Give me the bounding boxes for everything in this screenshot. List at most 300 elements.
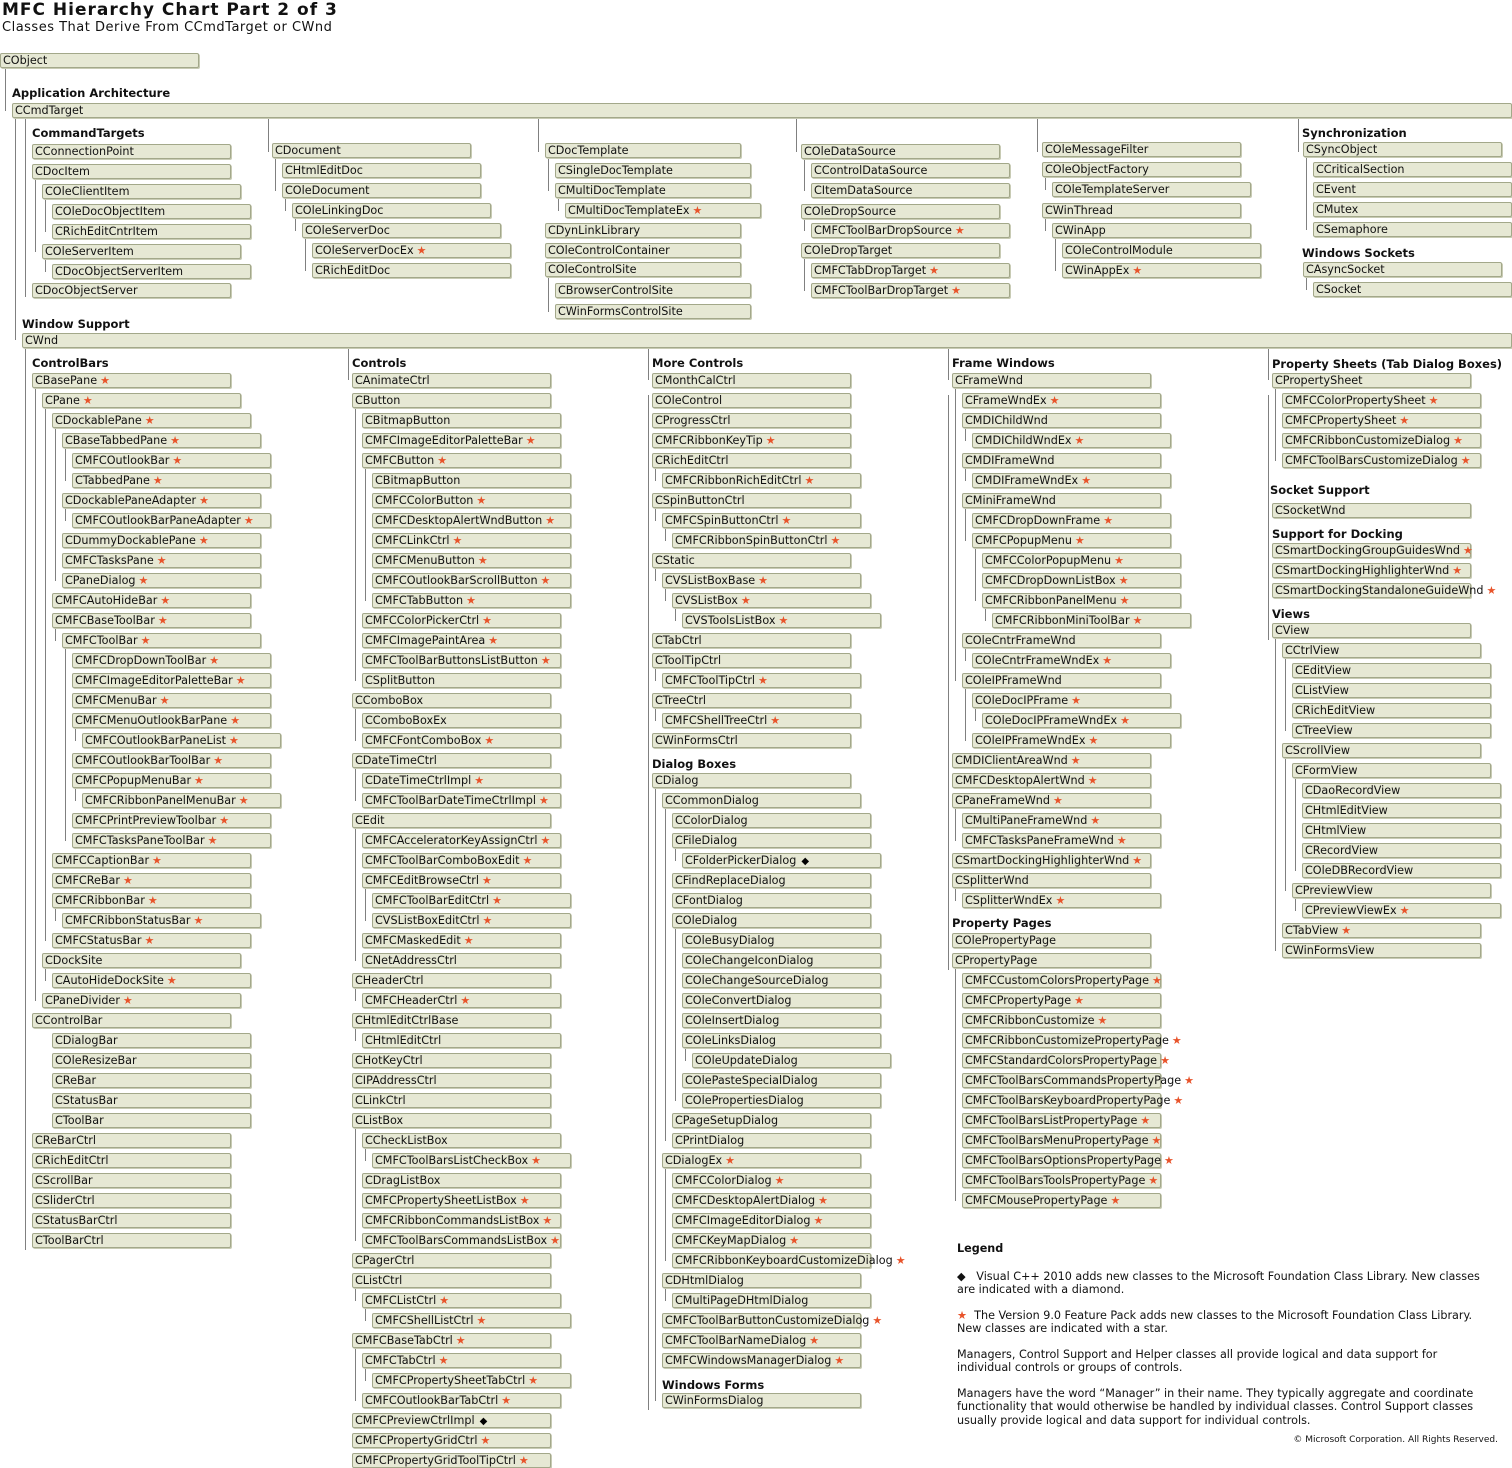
star-icon: ★ [1160,1054,1170,1067]
class-box-cmutex [1313,202,1512,217]
class-box-cmfcre-bar [52,873,251,888]
connector-line [65,648,66,841]
class-box-cmfctool-bar-drop-target [811,283,1010,298]
class-box-cevent [1313,182,1512,197]
connector-line [15,118,16,340]
class-label: CMFCTasksPaneFrameWnd [965,834,1114,847]
class-label: CMFCRibbonKeyTip [655,434,763,447]
class-label: COleIPFrameWnd [965,674,1062,687]
class-label: CDaoRecordView [1305,784,1401,797]
class-label: CSocketWnd [1275,504,1346,517]
class-label: COleIPFrameWndEx [975,734,1086,747]
class-label: CToolBar [55,1114,104,1127]
star-icon: ★ [954,224,965,237]
class-label: COleCntrFrameWndEx [975,654,1100,667]
connector-line [975,708,976,721]
class-label: COleDropSource [804,205,896,218]
class-box-cmfcdesktop-alert-wnd-button [372,513,571,528]
class-box-cole-server-doc [302,223,501,238]
class-label: CCommonDialog [665,794,759,807]
star-icon: ★ [463,934,474,947]
class-label: COlePropertyPage [955,934,1057,947]
class-label: COleBusyDialog [685,934,775,947]
class-box-cmfctool-bar-drop-source [811,223,1010,238]
star-icon: ★ [789,1234,800,1247]
class-box-cmfcimage-editor-palette-bar [72,673,271,688]
class-box-cole-template-server [1052,182,1251,197]
class-box-ctree-view [1292,723,1491,738]
class-label: CSpinButtonCtrl [655,494,745,507]
class-label: CMDIChildWnd [965,414,1048,427]
class-box-csplit-button [362,673,561,688]
class-box-cmfcoutlook-bar-pane-adapter [72,513,271,528]
star-icon: ★ [1171,1034,1182,1047]
class-box-cmfcmenu-outlook-bar-pane [72,713,271,728]
class-label: CMFCImageEditorPaletteBar [75,674,233,687]
class-box-csplitter-wnd-ex [962,893,1161,908]
star-icon: ★ [1053,794,1063,807]
class-label: COleChangeIconDialog [685,954,814,967]
class-label: CMFCBaseToolBar [55,614,155,627]
class-box-cmfcribbon-mini-tool-bar [992,613,1191,628]
class-label: CHtmlEditView [1305,804,1388,817]
class-box-ccombo-box-ex [362,713,561,728]
class-label: CToolTipCtrl [655,654,722,667]
class-label: CMFCOutlookBarPaneList [85,734,227,747]
star-icon: ★ [1453,434,1463,447]
star-icon: ★ [1055,894,1066,907]
class-label: CMFCToolBarsCommandsPropertyPage [965,1074,1182,1087]
class-box-cole-ipframe-wnd-ex [972,733,1171,748]
class-box-cmulti-doc-template-ex [565,203,761,218]
class-label: CPagerCtrl [355,1254,415,1267]
class-label: COleConvertDialog [685,994,792,1007]
star-icon: ★ [1140,1114,1151,1127]
class-box-cmfctasks-pane-frame-wnd [962,833,1161,848]
class-label: CPageSetupDialog [675,1114,779,1127]
connector-line [75,728,76,741]
class-box-cmfcedit-browse-ctrl [362,873,561,888]
star-icon: ★ [229,734,239,747]
class-box-cvslist-box [672,593,871,608]
class-label: CMFCToolTipCtrl [665,674,756,687]
star-icon: ★ [166,974,177,987]
connector-line [1045,177,1046,190]
class-box-cdoc-object-server-item [52,264,251,279]
class-box-cmfcproperty-sheet-tab-ctrl [372,1373,571,1388]
class-box-cmfccolor-property-sheet [1282,393,1481,408]
class-box-cmfcimage-editor-palette-bar [362,433,561,448]
class-box-cwin-app [1052,223,1251,238]
star-icon: ★ [1460,454,1471,467]
class-box-cheader-ctrl [352,973,551,988]
class-box-cstatus-bar-ctrl [32,1213,231,1228]
class-label: CMFCColorPopupMenu [985,554,1112,567]
connector-line [955,968,956,1201]
star-icon: ★ [522,854,533,867]
class-box-cmfcoutlook-bar-tool-bar [72,753,271,768]
class-label: CSemaphore [1316,223,1388,236]
class-label: CMFCOutlookBarTabCtrl [365,1394,499,1407]
class-box-cmfctool-bars-list-check-box [372,1153,571,1168]
class-box-cmfcdrop-down-tool-bar [72,653,271,668]
class-box-clist-box [352,1113,551,1128]
class-box-cmfcstandard-colors-property-page [962,1053,1170,1068]
star-icon: ★ [1341,924,1352,937]
class-label: CBasePane [35,374,98,387]
class-box-cmfcdrop-down-list-box [982,573,1181,588]
class-box-cole-object-factory [1042,162,1241,177]
class-label: CPreviewView [1295,884,1373,897]
class-label: CNetAddressCtrl [365,954,457,967]
class-label: CMultiDocTemplate [558,184,666,197]
legend-managers-name-text: Managers have the word “Manager” in their name. They typically aggregate and coordinate functionality that would otherwise be handled by individual classes. Control Support classes usually provide logical and data support for individual controls. [957,1386,1474,1427]
chart-title: MFC Hierarchy Chart Part 2 of 3 [2,0,338,20]
class-box-cwin-thread [1042,203,1241,218]
connector-line [355,988,356,1001]
class-box-ccommon-dialog [662,793,861,808]
connector-line [25,118,26,297]
class-box-cmfcoutlook-bar-scroll-button [372,573,571,588]
legend-diamond-item [957,1270,1487,1297]
class-box-cmfcshell-list-ctrl [372,1313,571,1328]
star-icon: ★ [1102,654,1113,667]
connector-line [1306,277,1307,290]
class-box-cmfcstatus-bar [52,933,251,948]
class-box-cmini-frame-wnd [962,493,1161,508]
star-icon: ★ [439,1294,450,1307]
star-icon: ★ [1074,534,1085,547]
connector-line [45,199,46,232]
star-icon: ★ [160,594,171,607]
class-box-cstatic [652,553,851,568]
class-box-cmfcdesktop-alert-dialog [672,1193,871,1208]
star-icon: ★ [1164,1154,1174,1167]
class-box-cmfctool-bar-date-time-ctrl-impl [362,793,561,808]
class-label: CMDIClientAreaWnd [955,754,1068,767]
legend-star-text: The Version 9.0 Feature Pack adds new classes to the Microsoft Foundation Class Library. New classes are indicated with a star. [957,1308,1473,1335]
star-icon: ★ [482,914,493,927]
star-icon: ★ [438,1354,449,1367]
class-box-cmfcribbon-key-tip [652,433,851,448]
star-icon: ★ [540,654,551,667]
star-icon: ★ [144,414,155,427]
class-label: CMFCRibbonCustomizeDialog [1285,434,1451,447]
class-label: CMFCStatusBar [55,934,142,947]
class-label: CMFCAutoHideBar [55,594,158,607]
class-box-cmfctasks-pane-tool-bar [72,833,271,848]
star-icon: ★ [207,834,218,847]
class-label: CScrollView [1285,744,1351,757]
class-box-cmdiframe-wnd [962,453,1161,468]
star-icon: ★ [477,554,488,567]
class-box-cprogress-ctrl [652,413,851,428]
connector-line [965,508,966,541]
star-icon: ★ [545,514,556,527]
connector-line [355,1128,356,1241]
class-label: CMFCRibbonMiniToolBar [995,614,1130,627]
star-icon: ★ [1151,1134,1162,1147]
star-icon: ★ [488,634,499,647]
star-icon: ★ [1074,994,1085,1007]
class-label: CDockablePane [55,414,142,427]
star-icon: ★ [209,654,220,667]
class-box-cole-busy-dialog [682,933,881,948]
section-header-support-docking: Support for Docking [1272,527,1403,541]
class-box-chtml-view [1302,823,1501,838]
class-box-crecord-view [1302,843,1501,858]
class-box-clink-ctrl [352,1093,551,1108]
class-label: CMFCMenuBar [75,694,157,707]
class-label: CHtmlEditCtrlBase [355,1014,459,1027]
class-box-cmfcproperty-page [962,993,1161,1008]
class-label: CMFCSpinButtonCtrl [665,514,779,527]
section-header-frame-windows: Frame Windows [952,356,1055,370]
class-label: CMFCRibbonKeyboardCustomizeDialog [675,1254,893,1267]
class-box-crich-edit-ctrl [652,453,851,468]
class-label: CMFCRibbonCommandsListBox [365,1214,540,1227]
class-label: CFindReplaceDialog [675,874,786,887]
class-box-cole-update-dialog [692,1053,891,1068]
connector-line [65,508,66,521]
connector-line [1295,898,1296,911]
star-icon: ★ [1074,434,1085,447]
star-icon: ★ [452,534,463,547]
class-label: CMFCCaptionBar [55,854,150,867]
class-box-cmfctool-bars-list-property-page [962,1113,1161,1128]
class-box-crich-edit-ctrl [32,1153,231,1168]
connector-line [25,348,26,1250]
star-icon: ★ [758,574,769,587]
class-box-cmfcoutlook-bar [72,453,271,468]
class-label: CMFCLinkCtrl [375,534,450,547]
connector-line [1037,118,1038,152]
class-label: CMFCColorButton [375,494,474,507]
star-icon: ★ [957,1308,968,1322]
class-label: CRichEditView [1295,704,1376,717]
connector-line [65,448,66,481]
star-icon: ★ [1486,584,1497,597]
class-label: CComboBox [355,694,424,707]
class-box-cipaddress-ctrl [352,1073,551,1088]
class-label: CDialogEx [665,1154,723,1167]
class-box-cole-change-icon-dialog [682,953,881,968]
class-box-cole-paste-special-dialog [682,1073,881,1088]
star-icon: ★ [480,1434,491,1447]
class-label: CSmartDockingGroupGuidesWnd [1275,544,1461,557]
class-label: CMFCMaskedEdit [365,934,461,947]
class-label: CMultiDocTemplateEx [568,204,690,217]
class-label: CMFCShellListCtrl [375,1314,474,1327]
star-icon: ★ [1088,734,1099,747]
star-icon: ★ [519,1194,530,1207]
class-label: CSmartDockingHighlighterWnd [955,854,1130,867]
class-label: CSliderCtrl [35,1194,95,1207]
class-label: CMFCTabDropTarget [814,264,927,277]
class-label: CMFCColorPropertySheet [1285,394,1426,407]
class-label: CMDIChildWndEx [975,434,1072,447]
class-label: CEditView [1295,664,1352,677]
connector-line [1306,157,1307,230]
class-label: CHeaderCtrl [355,974,424,987]
class-label: COleObjectFactory [1045,163,1149,176]
class-label: CHtmlEditCtrl [365,1034,442,1047]
class-box-cre-bar [52,1073,251,1088]
star-icon: ★ [818,1194,828,1207]
class-box-cmfccolor-popup-menu [982,553,1181,568]
class-label: CMonthCalCtrl [655,374,736,387]
star-icon: ★ [1070,754,1081,767]
class-label: CDateTimeCtrl [355,754,437,767]
class-label: CWinFormsCtrl [655,734,738,747]
class-label: CMiniFrameWnd [965,494,1056,507]
class-label: CBitmapButton [375,474,461,487]
star-icon: ★ [138,574,149,587]
star-icon: ★ [528,1374,539,1387]
star-icon: ★ [152,474,163,487]
class-box-cdate-time-ctrl [352,753,551,768]
legend [957,1242,1487,1439]
class-label: CPropertyPage [955,954,1038,967]
class-label: CMFCColorPickerCtrl [365,614,480,627]
star-icon: ★ [540,834,551,847]
class-box-cdoc-item [32,164,231,179]
connector-line [955,388,956,681]
class-box-csocket [1313,282,1512,297]
class-label: CRichEditCntrItem [55,225,158,238]
class-box-cmfctool-bar [62,633,261,648]
class-box-cmfcribbon-rich-edit-ctrl [662,473,861,488]
connector-line [975,548,976,601]
class-box-ccontrol-bar [32,1013,231,1028]
class-label: CDocument [275,144,341,157]
section-header-windows-forms: Windows Forms [662,1378,765,1392]
class-label: CMFCKeyMapDialog [675,1234,787,1247]
class-box-cmfctool-bars-tools-property-page [962,1173,1161,1188]
connector-line [655,708,656,721]
class-box-crich-edit-cntr-item [52,224,251,239]
connector-line [1268,348,1269,380]
class-box-cmfccaption-bar [52,853,251,868]
class-label: CMFCRibbonPanelMenuBar [85,794,236,807]
class-label: CFrameWndEx [965,394,1047,407]
class-label: CMFCTabButton [375,594,464,607]
class-label: CTabbedPane [75,474,150,487]
class-label: CTabCtrl [655,634,702,647]
connector-line [275,158,276,191]
class-box-cmfctool-bars-commands-list-box [362,1233,561,1248]
class-box-cole-control-site [545,262,741,277]
class-label: COleCntrFrameWnd [965,634,1076,647]
connector-line [355,1288,356,1301]
star-icon: ★ [1119,594,1130,607]
section-header-control-bars: ControlBars [32,356,109,370]
class-label: CMDIFrameWnd [965,454,1055,467]
class-label: CMFCImageEditorPaletteBar [365,434,523,447]
class-box-cole-dialog [672,913,871,928]
star-icon: ★ [1132,854,1143,867]
class-label: CSplitterWnd [955,874,1029,887]
class-box-cmfctool-bar-combo-box-edit [362,853,561,868]
class-box-chtml-edit-doc [282,163,481,178]
legend-diamond-text: Visual C++ 2010 adds new classes to the Microsoft Foundation Class Library. New classes are indicated with a diamond. [957,1269,1480,1296]
connector-line [665,1288,666,1301]
connector-line [675,848,676,861]
star-icon: ★ [1049,394,1060,407]
star-icon: ★ [416,244,427,257]
class-label: CDHtmlDialog [665,1274,744,1287]
class-label: CMFCToolBarsToolsPropertyPage [965,1174,1146,1187]
class-box-cdialog-ex [662,1153,861,1168]
star-icon: ★ [1118,574,1129,587]
class-box-cmfcdrop-down-frame [972,513,1171,528]
class-label: CMFCToolBarsListCheckBox [375,1154,529,1167]
class-label: CSocket [1316,283,1362,296]
class-box-csmart-docking-highlighter-wnd [952,853,1151,868]
class-box-cmfcribbon-spin-button-ctrl [672,533,871,548]
class-label: CMFCToolBarDropTarget [814,284,949,297]
class-box-csmart-docking-standalone-guide-wnd [1272,583,1497,598]
class-label: CPaneDialog [65,574,136,587]
class-box-cmfccustom-colors-property-page [962,973,1161,988]
class-box-cwin-forms-dialog [662,1393,861,1408]
class-label: CMFCPopupMenuBar [75,774,192,787]
star-icon: ★ [170,434,181,447]
class-box-cconnection-point [32,144,231,159]
class-label: CEvent [1316,183,1356,196]
class-label: CVSListBoxBase [665,574,756,587]
class-label: CMFCMousePropertyPage [965,1194,1108,1207]
class-box-cole-doc-ipframe-wnd-ex [982,713,1181,728]
class-label: CCriticalSection [1316,163,1405,176]
star-icon: ★ [199,494,209,507]
connector-line [796,118,797,152]
connector-line [648,395,649,1410]
class-label: CWinApp [1055,224,1106,237]
class-box-cpage-setup-dialog [672,1113,871,1128]
connector-line [538,118,539,152]
class-label: CMFCDesktopAlertDialog [675,1194,816,1207]
class-label: CMFCFontComboBox [365,734,482,747]
class-box-cole-convert-dialog [682,993,881,1008]
class-box-chtml-edit-ctrl-base [352,1013,551,1028]
class-box-cmfcproperty-sheet [1282,413,1481,428]
class-box-cole-server-doc-ex [312,243,511,258]
class-box-cmfctool-bars-keyboard-property-page [962,1093,1184,1108]
class-box-cole-cntr-frame-wnd [962,633,1161,648]
star-icon: ★ [122,994,133,1007]
class-label: COleChangeSourceDialog [685,974,829,987]
class-box-cdoc-object-server [32,283,231,298]
class-label: CMFCToolBarsCommandsListBox [365,1234,548,1247]
class-box-cmfcfont-combo-box [362,733,561,748]
class-box-cole-data-source [801,144,1000,159]
class-box-cmfctasks-pane [62,553,261,568]
connector-line [1275,638,1276,951]
star-icon: ★ [830,534,841,547]
class-box-chtml-edit-ctrl [362,1033,561,1048]
class-box-cmfctool-bars-menu-property-page [962,1133,1161,1148]
class-label: CHtmlEditDoc [285,164,363,177]
class-label: CVSListBox [675,594,738,607]
star-icon: ★ [198,534,209,547]
star-icon: ★ [813,1214,824,1227]
class-label: CMFCRibbonBar [55,894,145,907]
class-box-citem-data-source [811,183,1010,198]
class-label: CPreviewViewEx [1305,904,1397,917]
class-label: CMFCPropertySheet [1285,414,1397,427]
class-box-cole-dbrecord-view [1302,863,1501,878]
